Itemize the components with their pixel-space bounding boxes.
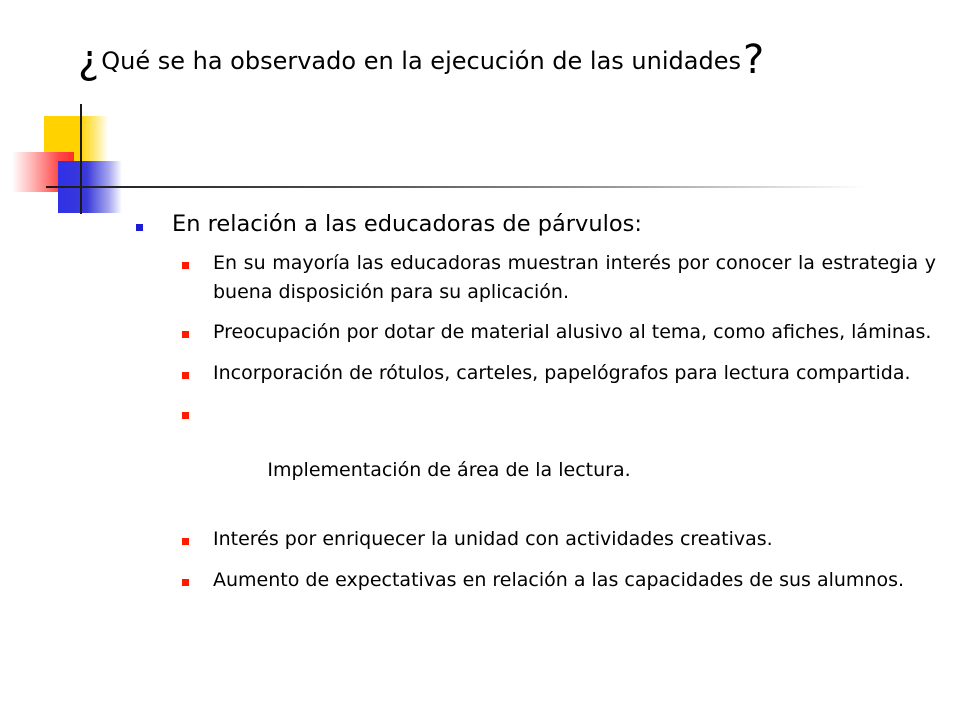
square-bullet-icon bbox=[182, 412, 189, 419]
list-item bbox=[213, 249, 936, 306]
level2-bullet-list bbox=[0, 249, 960, 594]
square-bullet-icon bbox=[136, 224, 143, 231]
list-item bbox=[213, 566, 936, 595]
square-bullet-icon bbox=[182, 372, 189, 379]
title-close-question-mark: ? bbox=[742, 37, 765, 83]
list-item-text: Incorporación de rótulos, carteles, papelógrafos para lectura compartida. bbox=[213, 361, 911, 384]
list-item bbox=[213, 399, 936, 513]
square-bullet-icon bbox=[182, 579, 189, 586]
square-bullet-icon bbox=[182, 538, 189, 545]
decorative-horizontal-rule bbox=[46, 186, 866, 188]
level1-bullet-text: En relación a las educadoras de párvulos: bbox=[172, 211, 642, 237]
slide-content bbox=[0, 207, 960, 606]
level1-bullet-item bbox=[0, 207, 960, 241]
slide-title bbox=[78, 37, 765, 83]
list-item bbox=[213, 318, 936, 347]
list-item-text: Implementación de área de la lectura. bbox=[261, 459, 631, 481]
square-bullet-icon bbox=[182, 262, 189, 269]
list-item-text: Preocupación por dotar de material alusivo al tema, como afiches, láminas. bbox=[213, 321, 932, 343]
list-item bbox=[213, 359, 936, 388]
decorative-vertical-line bbox=[80, 104, 82, 214]
square-bullet-icon bbox=[182, 331, 189, 338]
list-item-text: Aumento de expectativas en relación a las capacidades de sus alumnos. bbox=[213, 568, 905, 591]
list-item-text: En su mayoría las educadoras muestran interés por conocer la estrategia y buena disposición para su aplicación. bbox=[213, 252, 936, 303]
list-item bbox=[213, 525, 936, 554]
title-text: Qué se ha observado en la ejecución de las unidades bbox=[101, 47, 741, 75]
list-item-text: Interés por enriquecer la unidad con actividades creativas. bbox=[213, 528, 773, 550]
title-open-question-mark: ¿ bbox=[78, 37, 100, 83]
